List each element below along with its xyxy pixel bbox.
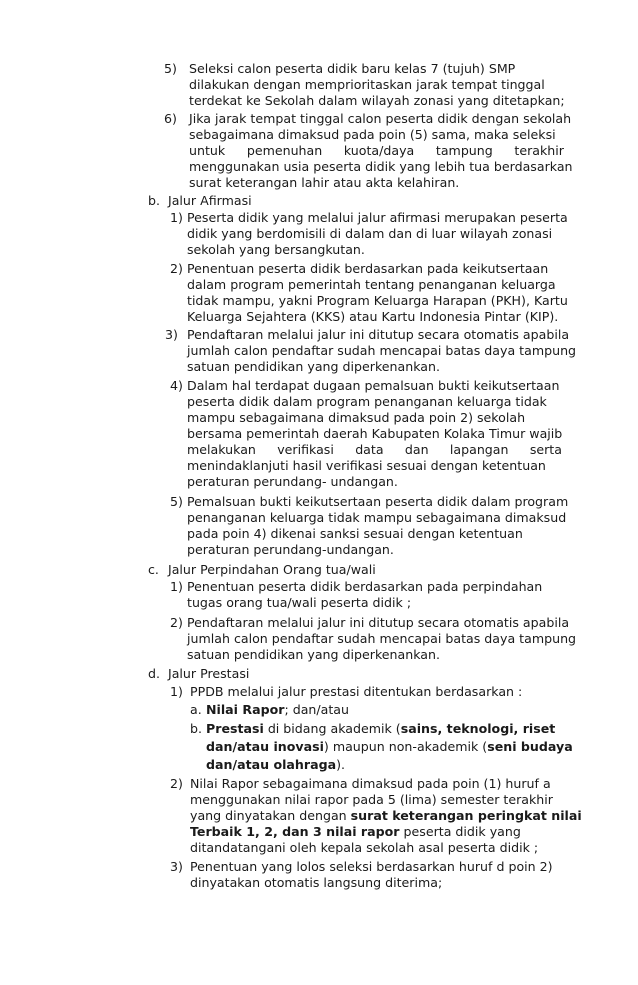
word: untuk — [189, 143, 226, 158]
word: dan — [404, 442, 429, 457]
word: tampung — [435, 143, 493, 158]
text-line: Penentuan peserta didik berdasarkan pada keikutsertaan — [187, 261, 549, 276]
item-number: 3) — [165, 327, 178, 342]
item-number: 5) — [170, 494, 183, 509]
bold-term: sains, teknologi, riset — [400, 721, 556, 736]
item-number: 2) — [170, 261, 183, 276]
section-title: Jalur Perpindahan Orang tua/wali — [168, 562, 376, 577]
item-number: 3) — [170, 859, 183, 874]
text-line — [206, 702, 349, 718]
text-line: Penentuan yang lolos seleksi berdasarkan huruf d poin 2) — [190, 859, 553, 874]
text-line — [206, 721, 555, 737]
text-run: ) maupun non-akademik ( — [323, 739, 488, 754]
text-line: Keluarga Sejahtera (KKS) atau Kartu Indonesia Pintar (KIP). — [187, 309, 559, 324]
word: pemenuhan — [246, 143, 323, 158]
text-run: ). — [336, 757, 346, 772]
item-number: 2) — [170, 776, 183, 791]
word: lapangan — [449, 442, 509, 457]
text-line: Nilai Rapor sebagaimana dimaksud pada poin (1) huruf a — [190, 776, 551, 791]
text-line: surat keterangan lahir atau akta kelahiran. — [189, 175, 460, 190]
text-line: peraturan perundang- undangan. — [187, 474, 398, 489]
text-line: tidak mampu, yakni Program Keluarga Harapan (PKH), Kartu — [187, 293, 568, 308]
bold-term: surat keterangan peringkat nilai — [350, 808, 582, 823]
item-number: 1) — [170, 210, 183, 225]
text-line — [190, 808, 582, 824]
word: kuota/daya — [343, 143, 415, 158]
text-line: sebagaimana dimaksud pada poin (5) sama, maka seleksi — [189, 127, 556, 142]
item-number: 2) — [170, 615, 183, 630]
bold-term: seni budaya — [487, 739, 573, 754]
text-line: Pendaftaran melalui jalur ini ditutup secara otomatis apabila — [187, 327, 570, 342]
text-line: tugas orang tua/wali peserta didik ; — [187, 595, 412, 610]
text-line: peserta didik dalam program penanganan keluarga tidak — [187, 394, 547, 409]
text-line — [206, 739, 573, 755]
text-line: Seleksi calon peserta didik baru kelas 7 (tujuh) SMP — [189, 61, 516, 76]
text-line: Dalam hal terdapat dugaan pemalsuan bukti keikutsertaan — [187, 378, 560, 393]
sub-item-letter: b. — [190, 721, 202, 736]
item-number: 1) — [170, 684, 183, 699]
section-title: Jalur Prestasi — [168, 666, 250, 681]
item-number: 1) — [170, 579, 183, 594]
text-run: di bidang akademik ( — [263, 721, 401, 736]
section-letter: d. — [148, 666, 160, 681]
word: terakhir — [514, 143, 564, 158]
text-line: jumlah calon pendaftar sudah mencapai batas daya tampung — [187, 343, 577, 358]
text-line: pada poin 4) dikenai sanksi sesuai dengan ketentuan — [187, 526, 523, 541]
text-line: bersama pemerintah daerah Kabupaten Kolaka Timur wajib — [187, 426, 563, 441]
text-line: Pemalsuan bukti keikutsertaan peserta didik dalam program — [187, 494, 569, 509]
bold-term: Terbaik 1, 2, dan 3 nilai rapor — [190, 824, 400, 839]
text-line: Pendaftaran melalui jalur ini ditutup secara otomatis apabila — [187, 615, 570, 630]
text-run: peserta didik yang — [399, 824, 521, 839]
text-line: mampu sebagaimana dimaksud pada poin 2) sekolah — [187, 410, 526, 425]
text-line: satuan pendidikan yang diperkenankan. — [187, 647, 440, 662]
text-line: terdekat ke Sekolah dalam wilayah zonasi yang ditetapkan; — [189, 93, 565, 108]
text-line: jumlah calon pendaftar sudah mencapai batas daya tampung — [187, 631, 577, 646]
text-run: yang dinyatakan dengan — [190, 808, 351, 823]
text-line: penanganan keluarga tidak mampu sebagaimana dimaksud — [187, 510, 567, 525]
word: melakukan — [187, 442, 256, 457]
text-line: satuan pendidikan yang diperkenankan. — [187, 359, 440, 374]
text-line: Penentuan peserta didik berdasarkan pada perpindahan — [187, 579, 543, 594]
sub-item-letter: a. — [190, 702, 202, 717]
text-line: Jika jarak tempat tinggal calon peserta didik dengan sekolah — [189, 111, 572, 126]
word: data — [355, 442, 384, 457]
bold-term: Nilai Rapor — [206, 702, 285, 717]
bold-term: dan/atau olahraga — [206, 757, 337, 772]
text-line: didik yang berdomisili di dalam dan di luar wilayah zonasi — [187, 226, 553, 241]
text-line-justified — [189, 143, 564, 159]
word: serta — [529, 442, 562, 457]
text-line: dilakukan dengan memprioritaskan jarak tempat tinggal — [189, 77, 545, 92]
text-line: dinyatakan otomatis langsung diterima; — [190, 875, 443, 890]
word: verifikasi — [277, 442, 334, 457]
text-line: menggunakan nilai rapor pada 5 (lima) semester terakhir — [190, 792, 553, 807]
text-line: dalam program pemerintah tentang penanganan keluarga — [187, 277, 556, 292]
text-line: peraturan perundang-undangan. — [187, 542, 394, 557]
text-line — [206, 757, 345, 773]
section-title: Jalur Afirmasi — [168, 193, 252, 208]
text-run: ; dan/atau — [284, 702, 349, 717]
section-letter: c. — [148, 562, 159, 577]
text-line: ditandatangani oleh kepala sekolah asal peserta didik ; — [190, 840, 539, 855]
text-line — [190, 824, 521, 840]
text-line-justified — [187, 442, 562, 458]
bold-term: dan/atau inovasi — [206, 739, 324, 754]
item-number: 4) — [170, 378, 183, 393]
text-line: sekolah yang bersangkutan. — [187, 242, 365, 257]
text-line: Peserta didik yang melalui jalur afirmasi merupakan peserta — [187, 210, 568, 225]
text-line: PPDB melalui jalur prestasi ditentukan berdasarkan : — [190, 684, 523, 699]
item-number: 6) — [164, 111, 177, 126]
bold-term: Prestasi — [206, 721, 264, 736]
text-line: menggunakan usia peserta didik yang lebih tua berdasarkan — [189, 159, 573, 174]
item-number: 5) — [164, 61, 177, 76]
text-line: menindaklanjuti hasil verifikasi sesuai dengan ketentuan — [187, 458, 546, 473]
section-letter: b. — [148, 193, 160, 208]
